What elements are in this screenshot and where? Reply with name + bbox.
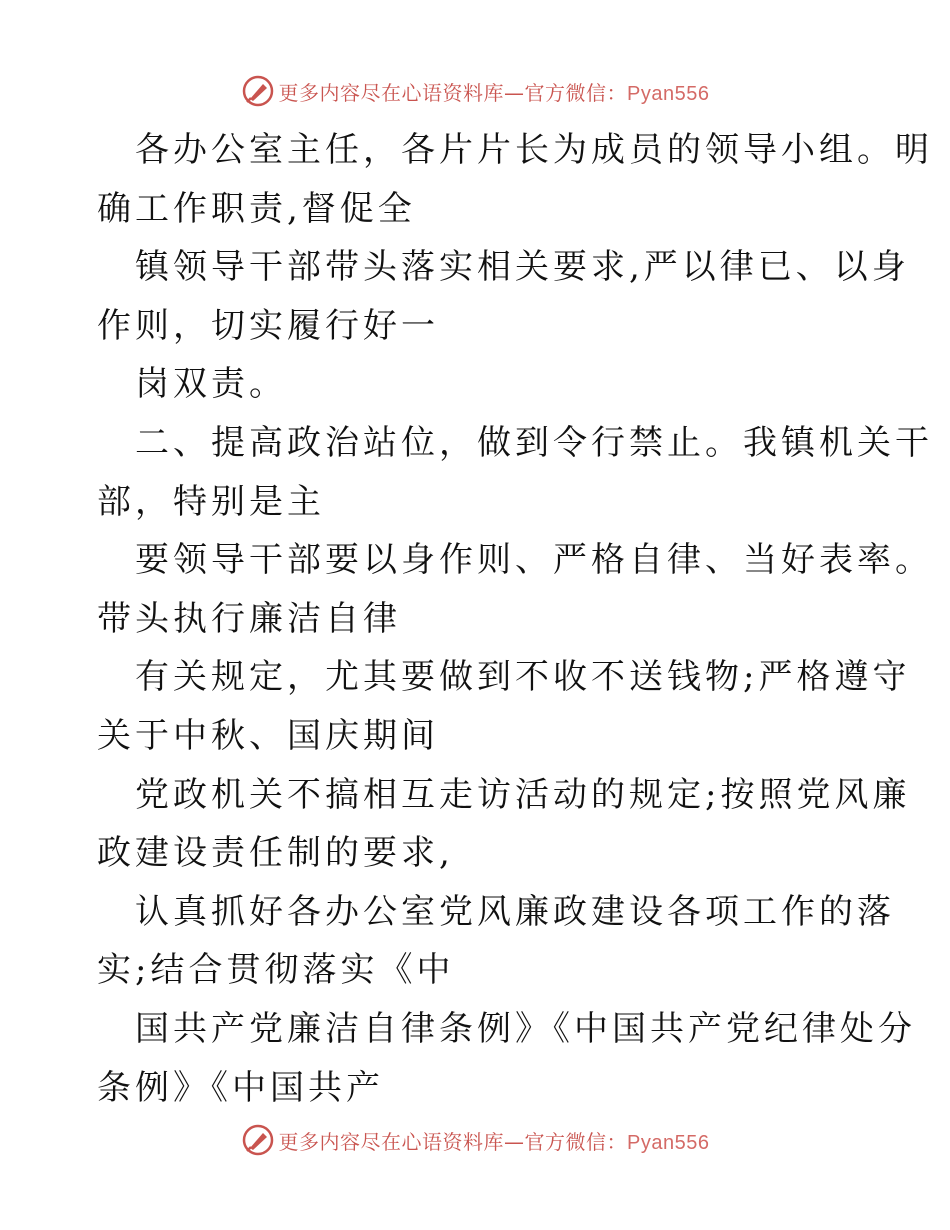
paragraph — [97, 531, 933, 648]
text-line: 各办公室主任，各片片长为成员的领导小组。明 — [135, 130, 933, 170]
text-line: 带头执行廉洁自律 — [97, 598, 401, 639]
banner-dash: — — [504, 80, 525, 105]
banner-wechat-label: 官方微信： — [524, 80, 628, 105]
text-line: 岗双责。 — [135, 364, 287, 405]
paragraph — [97, 355, 857, 414]
paragraph — [97, 883, 895, 1000]
text-line: 条例》《中国共产 — [97, 1067, 384, 1108]
document-body — [97, 121, 933, 1117]
banner-dash: — — [504, 1129, 525, 1154]
text-line: 国共产党廉洁自律条例》《中国共产党纪律处分 — [135, 1008, 916, 1049]
footer-watermark-banner — [0, 1118, 950, 1162]
header-watermark-banner — [0, 69, 950, 113]
paragraph — [97, 766, 911, 883]
text-line: 党政机关不搞相互走访活动的规定;按照党风廉 — [135, 774, 911, 815]
text-line: 实;结合贯彻落实《中 — [97, 950, 455, 991]
paragraph — [97, 1000, 916, 1117]
text-line: 二、提高政治站位，做到令行禁止。我镇机关干 — [135, 422, 933, 463]
banner-wechat-id: Pyan556 — [627, 82, 710, 105]
text-line: 作则，切实履行好一 — [97, 305, 439, 346]
banner-wechat-label: 官方微信： — [524, 1129, 628, 1154]
text-line: 关于中秋、国庆期间 — [97, 715, 439, 756]
paragraph — [97, 238, 910, 355]
text-line: 部，特别是主 — [97, 481, 325, 522]
banner-main-text: 更多内容尽在心语资料库 — [278, 80, 505, 105]
paragraph — [97, 648, 911, 765]
text-line: 政建设责任制的要求, — [97, 833, 454, 874]
text-line: 要领导干部要以身作则、严格自律、当好表率。 — [135, 540, 933, 581]
pen-nib-logo-icon — [241, 1123, 275, 1157]
paragraph — [97, 121, 933, 238]
banner-text — [279, 77, 710, 106]
pen-nib-logo-icon — [241, 74, 275, 108]
paragraph — [97, 414, 933, 531]
banner-text — [279, 1126, 710, 1155]
banner-main-text: 更多内容尽在心语资料库 — [278, 1129, 505, 1154]
text-line: 镇领导干部带头落实相关要求,严以律已、以身 — [135, 247, 910, 288]
banner-wechat-id: Pyan556 — [627, 1131, 710, 1154]
text-line: 有关规定，尤其要做到不收不送钱物;严格遵守 — [135, 657, 911, 698]
text-line: 确工作职责,督促全 — [97, 188, 416, 229]
text-line: 认真抓好各办公室党风廉政建设各项工作的落 — [135, 891, 895, 932]
